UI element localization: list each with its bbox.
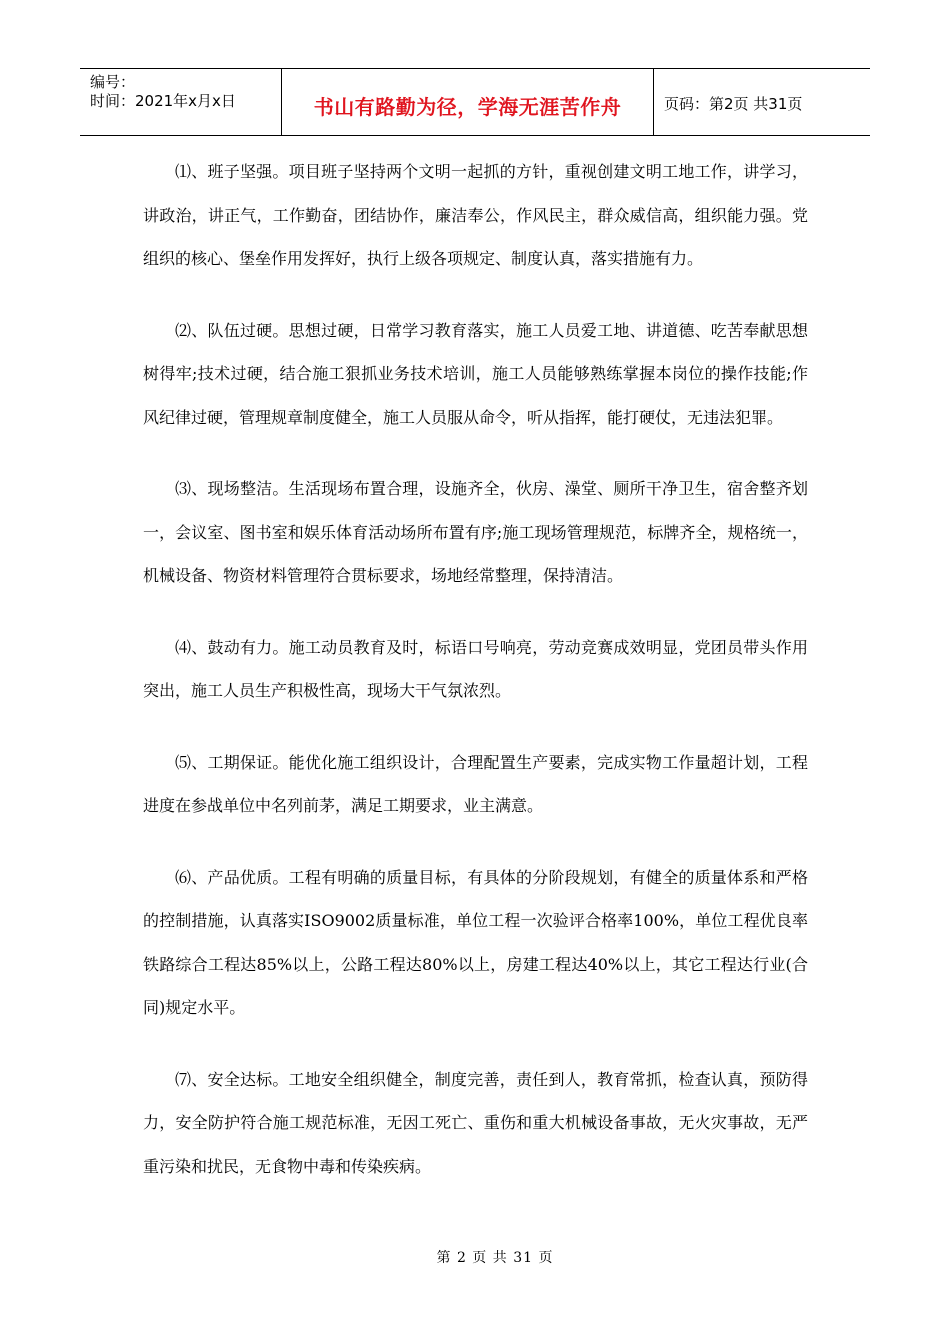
- header-page-cell: [654, 69, 870, 135]
- document-date: 时间：2021年x月x日: [90, 92, 236, 110]
- paragraph-2: ⑵、队伍过硬。思想过硬，日常学习教育落实，施工人员爱工地、讲道德、吃苦奉献思想树得牢;技术过硬，结合施工狠抓业务技术培训，施工人员能够熟练掌握本岗位的操作技能;作风纪律过硬，管理规章制度健全，施工人员服从命令，听从指挥，能打硬仗，无违法犯罪。: [143, 320, 808, 427]
- paragraph-4: ⑷、鼓动有力。施工动员教育及时，标语口号响亮，劳动竞赛成效明显，党团员带头作用突出，施工人员生产积极性高，现场大干气氛浓烈。: [143, 637, 808, 700]
- paragraph-3: ⑶、现场整洁。生活现场布置合理，设施齐全，伙房、澡堂、厕所干净卫生，宿舍整齐划一，会议室、图书室和娱乐体育活动场所布置有序;施工现场管理规范，标牌齐全，规格统一，机械设备、物资材料管理符合贯标要求，场地经常整理，保持清洁。: [143, 479, 808, 585]
- footer-page-number: 第 2 页 共 31 页: [436, 1250, 554, 1266]
- paragraph-6: ⑹、产品优质。工程有明确的质量目标，有具体的分阶段规划，有健全的质量体系和严格的控制措施，认真落实ISO9002质量标准，单位工程一次验评合格率100%，单位工程优良率铁路综合工程达85%以上，公路工程达80%以上，房建工程达40%以上，其它工程达行业(合同)规定水平。: [143, 867, 808, 1017]
- paragraph-5: ⑸、工期保证。能优化施工组织设计，合理配置生产要素，完成实物工作量超计划，工程进度在参战单位中名列前茅，满足工期要求，业主满意。: [143, 752, 808, 815]
- paragraph-1: ⑴、班子坚强。项目班子坚持两个文明一起抓的方针，重视创建文明工地工作，讲学习，讲政治，讲正气，工作勤奋，团结协作，廉洁奉公，作风民主，群众威信高，组织能力强。党组织的核心、堡垒作用发挥好，执行上级各项规定、制度认真，落实措施有力。: [143, 162, 808, 268]
- header-page-info: 页码：第2页 共31页: [664, 94, 803, 113]
- header-meta-cell: [80, 69, 282, 135]
- header-slogan: 书山有路勤为径，学海无涯苦作舟: [313, 94, 622, 119]
- paragraph-7: ⑺、安全达标。工地安全组织健全，制度完善，责任到人，教育常抓，检查认真，预防得力，安全防护符合施工规范标准，无因工死亡、重伤和重大机械设备事故，无火灾事故，无严重污染和扰民，无食物中毒和传染疾病。: [143, 1069, 808, 1176]
- page-footer: [0, 1247, 950, 1267]
- header-slogan-cell: [282, 69, 654, 135]
- document-header: [80, 68, 870, 136]
- document-body: [143, 150, 808, 1188]
- document-number-label: 编号：: [90, 73, 136, 91]
